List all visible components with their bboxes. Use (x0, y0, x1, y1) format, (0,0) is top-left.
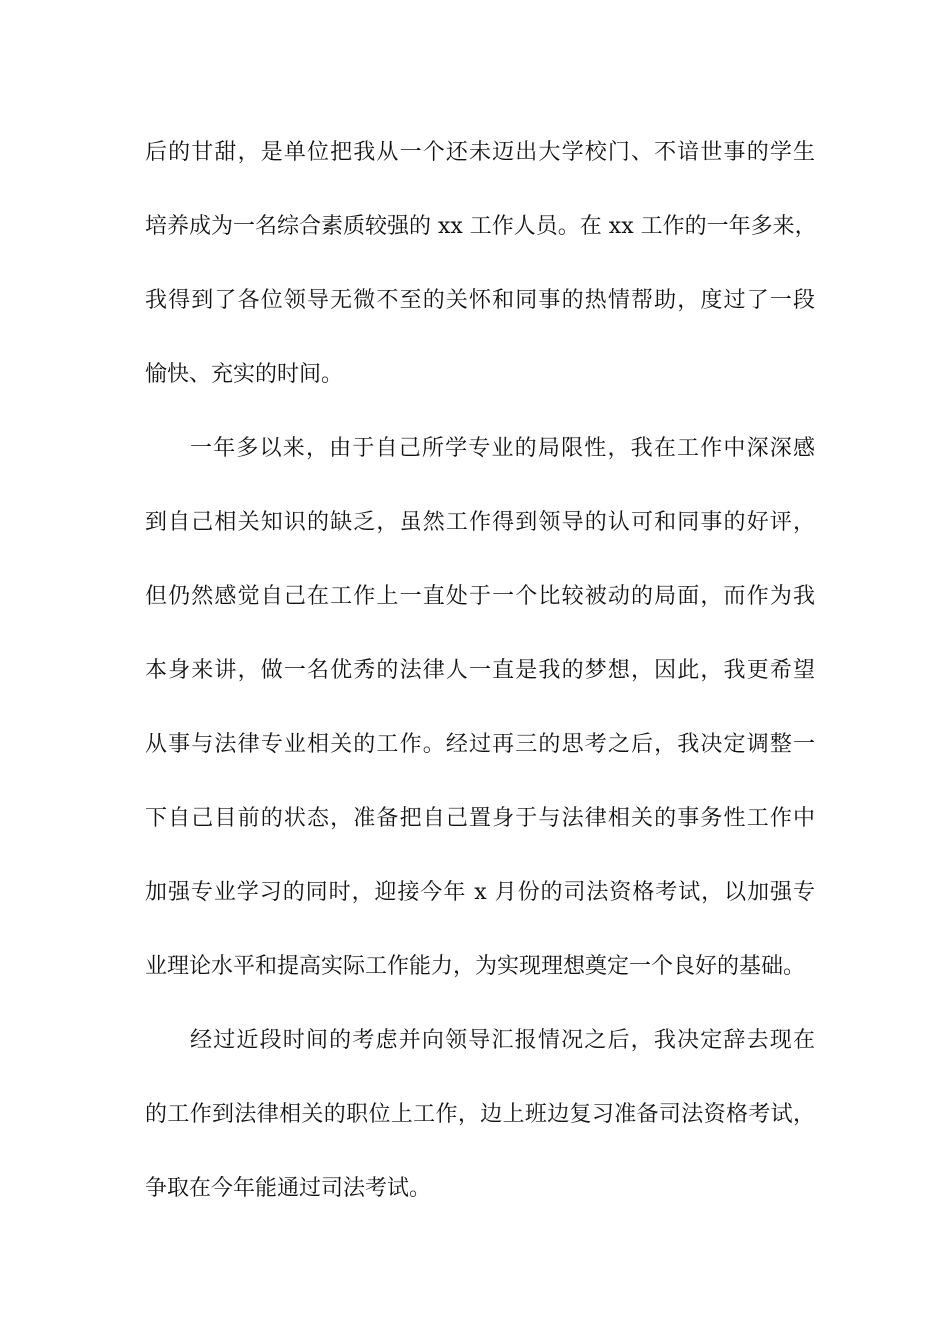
text-line-5: 一年多以来，由于自己所学专业的局限性，我在工作中深深感 (190, 436, 815, 461)
text-line-11: 加强专业学习的同时，迎接今年 x 月份的司法资格考试，以加强专 (145, 880, 815, 905)
text-line-6: 到自己相关知识的缺乏，虽然工作得到领导的认可和同事的好评， (145, 510, 815, 535)
text-line-2: 培养成为一名综合素质较强的 xx 工作人员。在 xx 工作的一年多来， (145, 214, 817, 239)
text-line-4: 愉快、充实的时间。 (145, 362, 344, 387)
text-line-10: 下自己目前的状态，准备把自己置身于与法律相关的事务性工作中 (145, 806, 815, 831)
text-line-3: 我得到了各位领导无微不至的关怀和同事的热情帮助，度过了一段 (145, 288, 815, 313)
text-line-14: 的工作到法律相关的职位上工作，边上班边复习准备司法资格考试， (145, 1102, 815, 1127)
text-line-13: 经过近段时间的考虑并向领导汇报情况之后，我决定辞去现在 (190, 1028, 815, 1053)
text-line-1: 后的甘甜，是单位把我从一个还未迈出大学校门、不谙世事的学生 (145, 140, 815, 165)
text-line-15: 争取在今年能通过司法考试。 (145, 1176, 432, 1201)
text-line-7: 但仍然感觉自己在工作上一直处于一个比较被动的局面，而作为我 (145, 584, 815, 609)
text-line-8: 本身来讲，做一名优秀的法律人一直是我的梦想，因此，我更希望 (145, 658, 815, 683)
text-line-9: 从事与法律专业相关的工作。经过再三的思考之后，我决定调整一 (145, 732, 815, 757)
text-line-12: 业理论水平和提高实际工作能力，为实现理想奠定一个良好的基础。 (145, 954, 806, 979)
